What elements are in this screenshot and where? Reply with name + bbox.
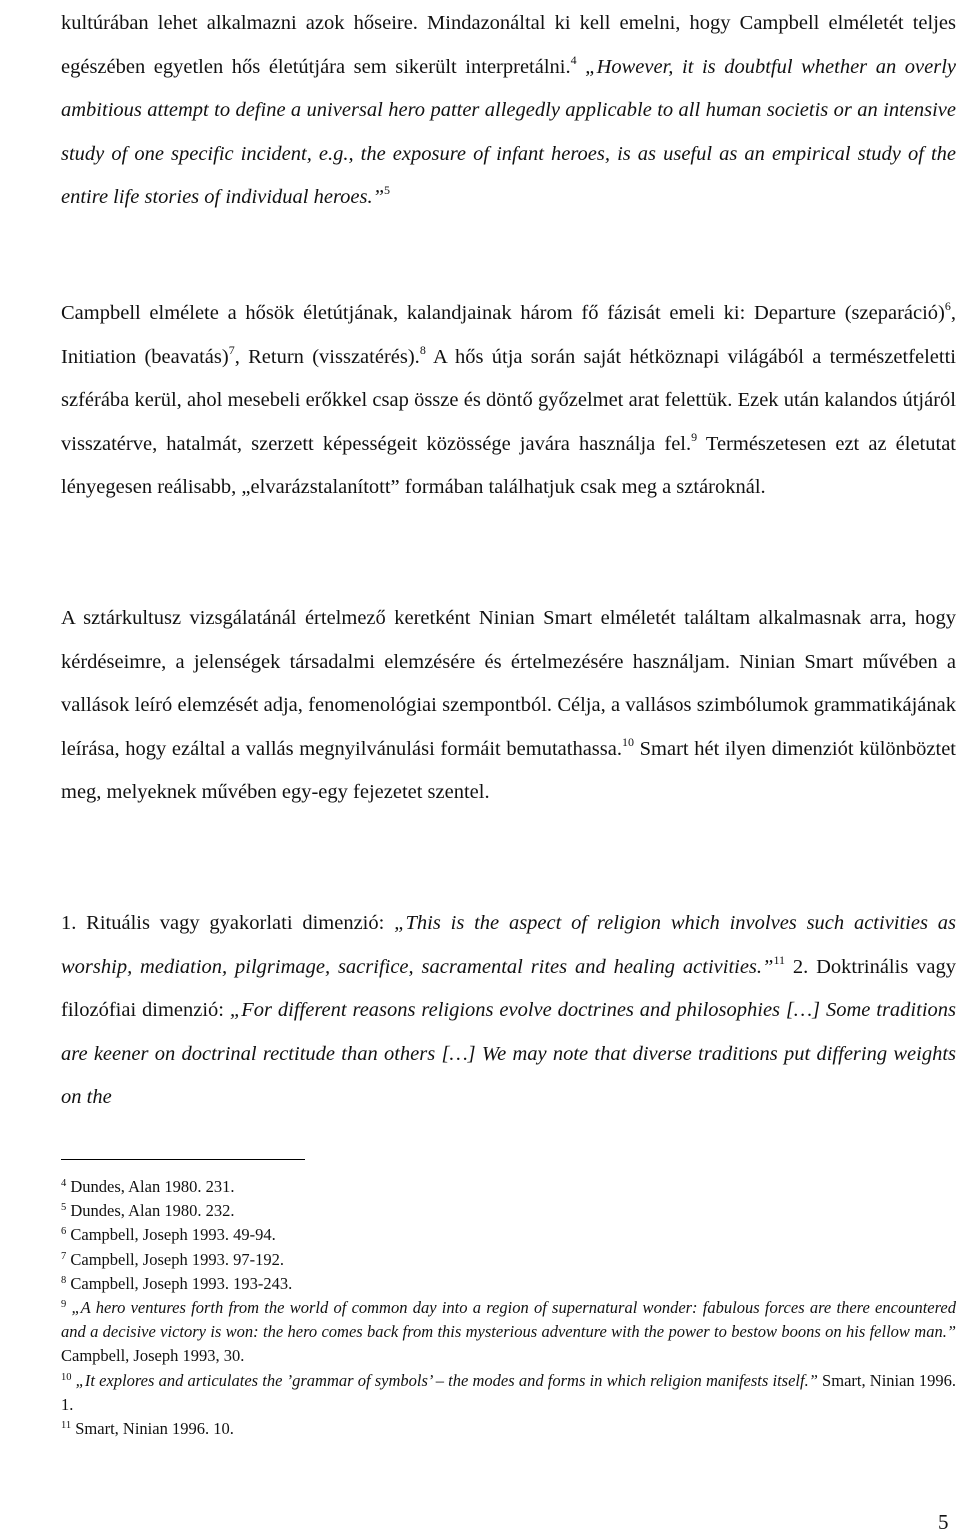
- footnote-text: Campbell, Joseph 1993. 97-192.: [66, 1249, 284, 1269]
- footnote-quote: „A hero ventures forth from the world of common day into a region of supernatural wonder: fabulous forces are there encountered and a decisive victory is won: the hero comes back from this mysterious adventure with the power to bestow boons on his fellow man.”: [61, 1298, 956, 1342]
- paragraph-ninian-smart: [61, 597, 956, 815]
- footnote-item: [61, 1223, 956, 1247]
- footnote-number: 11: [61, 1420, 72, 1432]
- body-text: Campbell elmélete a hősök életútjának, kalandjainak három fő fázisát emeli ki: Departure (szeparáció): [61, 302, 945, 324]
- footnote-number: 7: [61, 1250, 67, 1262]
- paragraph-hero-phases: [61, 292, 956, 510]
- footnote-item: [61, 1296, 956, 1369]
- body-text: kultúrában lehet alkalmazni azok hőseire. Mindazonáltal ki kell emelni, hogy Campbell elméletét teljes egészében egyetlen hős életútjára sem sikerült interpretálni.: [61, 12, 956, 78]
- footnote-ref: 11: [773, 952, 785, 967]
- footnote-number: 6: [61, 1226, 67, 1238]
- footnote-item: [61, 1199, 956, 1223]
- footnote-ref: 9: [691, 429, 698, 444]
- footnote-text: Smart, Ninian 1996. 1.: [61, 1370, 956, 1414]
- footnote-text: Campbell, Joseph 1993, 30.: [61, 1346, 245, 1366]
- footnote-number: 4: [61, 1178, 67, 1189]
- footnotes: [61, 1175, 956, 1441]
- footnote-item: [61, 1417, 956, 1441]
- footnote-ref: 4: [570, 52, 577, 67]
- footnote-item: [61, 1175, 956, 1199]
- body-text: 2. Doktrinális vagy filozófiai dimenzió:: [61, 955, 956, 1021]
- footnote-text: Dundes, Alan 1980. 231.: [66, 1177, 235, 1196]
- page-number: 5: [938, 1510, 949, 1534]
- paragraph-campbell-intro: [61, 2, 956, 220]
- footnote-item: [61, 1272, 956, 1296]
- body-text: A hős útja során saját hétköznapi világából a természetfeletti szférába kerül, ahol mesebeli erőkkel csap össze és döntő győzelmet arat felettük. Ezek után kalandos útjáról visszatérve, hatalmát, szerzett képességeit közössége javára használja fel.: [61, 345, 956, 455]
- footnote-number: 8: [61, 1274, 67, 1286]
- footnote-text: Smart, Ninian 1996. 10.: [71, 1419, 234, 1439]
- footnote-ref: 7: [228, 342, 235, 357]
- footnote-ref: 6: [944, 299, 951, 313]
- footnote-item: [61, 1369, 956, 1417]
- footnote-ref: 8: [419, 342, 426, 357]
- english-quote: „However, it is doubtful whether an overly ambitious attempt to define a universal hero patter allegedly applicable to all human societis or an intensive study of one specific incident, e.g., the exposure of infant heroes, is as useful as an empirical study of the entire life stories of individual heroes.”: [61, 55, 956, 208]
- footnote-text: Campbell, Joseph 1993. 193-243.: [66, 1273, 293, 1293]
- footnote-divider: [61, 1159, 305, 1160]
- body-text: Smart hét ilyen dimenziót különböztet meg, melyeknek művében egy-egy fejezetet szentel.: [61, 737, 956, 803]
- footnote-ref: 5: [384, 183, 391, 197]
- footnote-number: 9: [61, 1299, 67, 1311]
- footnote-text: Campbell, Joseph 1993. 49-94.: [66, 1225, 276, 1245]
- body-text: 1. Rituális vagy gyakorlati dimenzió:: [61, 912, 395, 934]
- footnote-quote: „It explores and articulates the ’grammar of symbols’ – the modes and forms in which religion manifests itself.”: [71, 1370, 818, 1390]
- paragraph-dimensions: [61, 902, 956, 1120]
- body-text: Természetesen ezt az életutat lényegesen reálisabb, „elvarázstalanított” formában találhatjuk csak meg a sztároknál.: [61, 432, 956, 498]
- footnote-ref: 10: [621, 734, 634, 749]
- body-text: , Return (visszatérés).: [234, 345, 420, 368]
- body-text: A sztárkultusz vizsgálatánál értelmező keretként Ninian Smart elméletét találtam alkalmasnak arra, hogy kérdéseimre, a jelenségek társadalmi elemzésére és értelmezésére használjam. Ninian Smart művében a vallások leíró elemzését adja, fenomenológiai szempontból. Célja, a vallásos szimbólumok grammatikájának leírása, hogy ezáltal a vallás megnyilvánulási formáit bemutathassa.: [61, 607, 956, 760]
- body-text: , Initiation (beavatás): [61, 302, 956, 368]
- english-quote: „This is the aspect of religion which involves such activities as worship, mediation, pilgrimage, sacrifice, sacramental rites and healing activities.”: [61, 912, 956, 978]
- footnote-item: [61, 1248, 956, 1272]
- english-quote: „For different reasons religions evolve doctrines and philosophies […] Some traditions are keener on doctrinal rectitude than others […] We may note that diverse traditions put differing weights on the: [61, 999, 956, 1108]
- footnote-number: 10: [61, 1371, 72, 1383]
- footnote-text: Dundes, Alan 1980. 232.: [66, 1201, 235, 1221]
- footnote-number: 5: [61, 1202, 67, 1214]
